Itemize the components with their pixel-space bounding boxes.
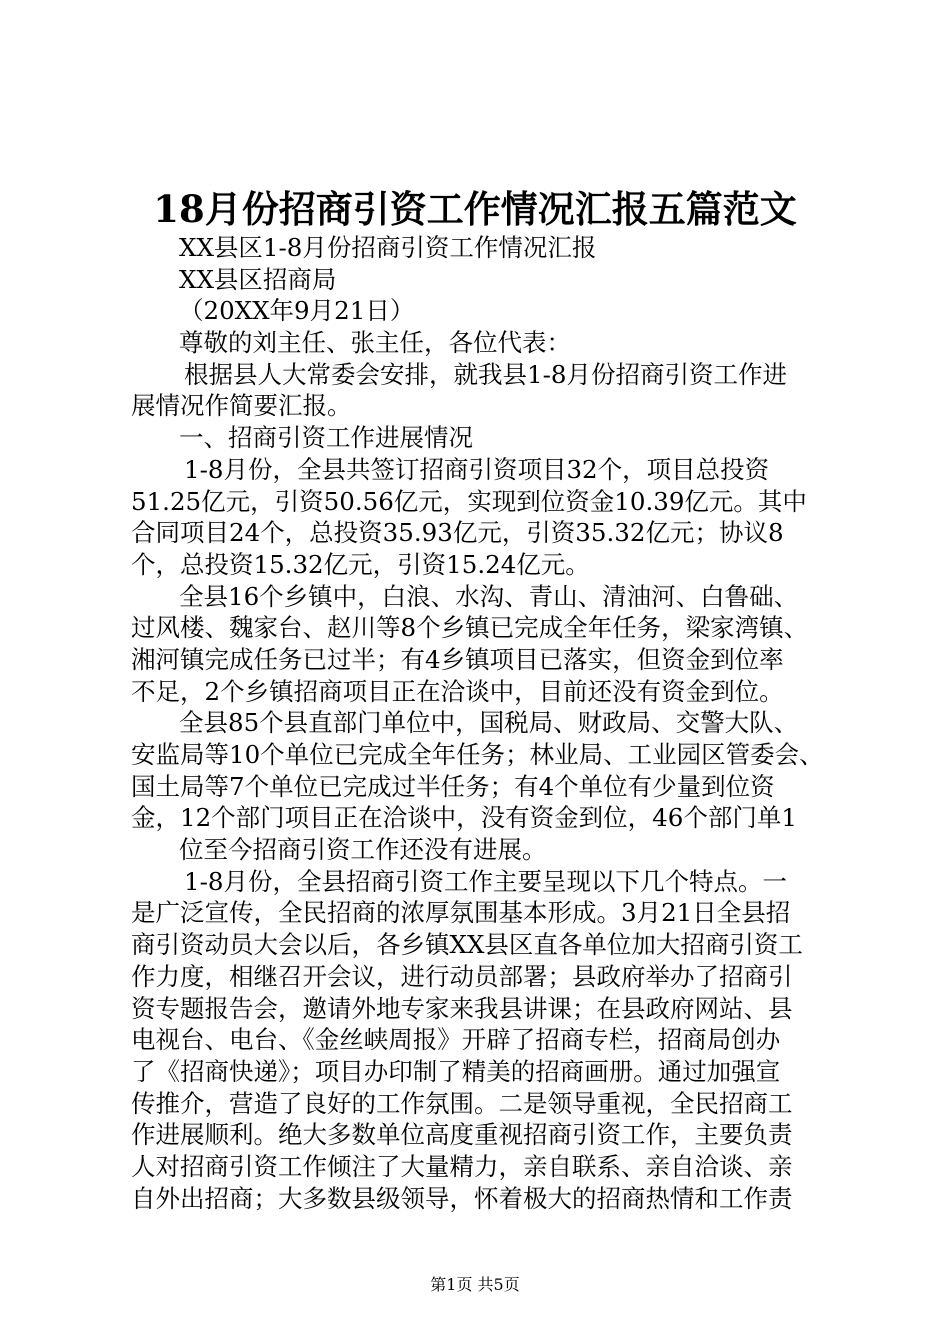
document-body (131, 232, 828, 1214)
body-line: 人对招商引资工作倾注了大量精力，亲自联系、亲自洽谈、亲 (131, 1151, 793, 1181)
body-line: XX县区1-8月份招商引资工作情况汇报 (179, 233, 597, 262)
section-heading: 一、招商引资工作进展情况 (179, 423, 473, 453)
body-line: 不足，2个乡镇招商项目正在洽谈中，目前还没有资金到位。 (131, 676, 784, 706)
body-line: 是广泛宣传，全民招商的浓厚氛围基本形成。3月21日全县招 (131, 898, 791, 928)
body-line: 展情况作简要汇报。 (131, 391, 352, 421)
body-line: 商引资动员大会以后，各乡镇XX县区直各单位加大招商引资工 (131, 930, 803, 960)
body-line: 了《招商快递》；项目办印制了精美的招商画册。通过加强宣 (131, 1056, 781, 1086)
body-line: 自外出招商；大多数县级领导，怀着极大的招商热情和工作责 (131, 1183, 793, 1213)
body-line: 湘河镇完成任务已过半；有4乡镇项目已落实，但资金到位率 (131, 644, 784, 674)
body-line: （20XX年9月21日） (179, 296, 415, 326)
body-line: 作进展顺利。绝大多数单位高度重视招商引资工作，主要负责 (131, 1120, 793, 1150)
body-line: 1-8月份，全县招商引资工作主要呈现以下几个特点。一 (184, 866, 787, 896)
body-line: 国土局等7个单位已完成过半任务；有4个单位有少量到位资 (131, 771, 775, 801)
body-line: 全县16个乡镇中，白浪、水沟、青山、清油河、白鲁础、 (179, 581, 799, 611)
body-line: 作力度，相继召开会议，进行动员部署；县政府举办了招商引 (131, 961, 793, 991)
body-line: 合同项目24个，总投资35.93亿元，引资35.32亿元；协议8 (131, 518, 784, 548)
page-number: 第1页 共5页 (430, 1275, 520, 1294)
body-line: 电视台、电台、《金丝峡周报》开辟了招商专栏，招商局创办 (131, 1025, 781, 1055)
body-line: 51.25亿元，引资50.56亿元，实现到位资金10.39亿元。其中 (131, 486, 807, 516)
body-line: 金，12个部门项目正在洽谈中，没有资金到位，46个部门单1 (131, 803, 797, 833)
body-line: 安监局等10个单位已完成全年任务；林业局、工业园区管委会、 (131, 740, 824, 769)
body-line: 根据县人大常委会安排，就我县1-8月份招商引资工作进 (184, 359, 787, 389)
body-line: 位至今招商引资工作还没有进展。 (179, 835, 547, 865)
body-line: 1-8月份，全县共签订招商引资项目32个，项目总投资 (184, 454, 770, 484)
body-line: XX县区招商局 (179, 264, 337, 294)
body-line: 资专题报告会，邀请外地专家来我县讲课；在县政府网站、县 (131, 993, 793, 1023)
document-title: 18月份招商引资工作情况汇报五篇范文 (153, 187, 797, 231)
body-line: 传推介，营造了良好的工作氛围。二是领导重视，全民招商工 (131, 1088, 793, 1118)
body-line: 过风楼、魏家台、赵川等8个乡镇已完成全年任务，梁家湾镇、 (131, 613, 809, 643)
body-line: 尊敬的刘主任、张主任，各位代表： (179, 328, 571, 358)
body-line: 全县85个县直部门单位中，国税局、财政局、交警大队、 (179, 708, 799, 738)
body-line: 个，总投资15.32亿元，引资15.24亿元。 (131, 549, 590, 579)
